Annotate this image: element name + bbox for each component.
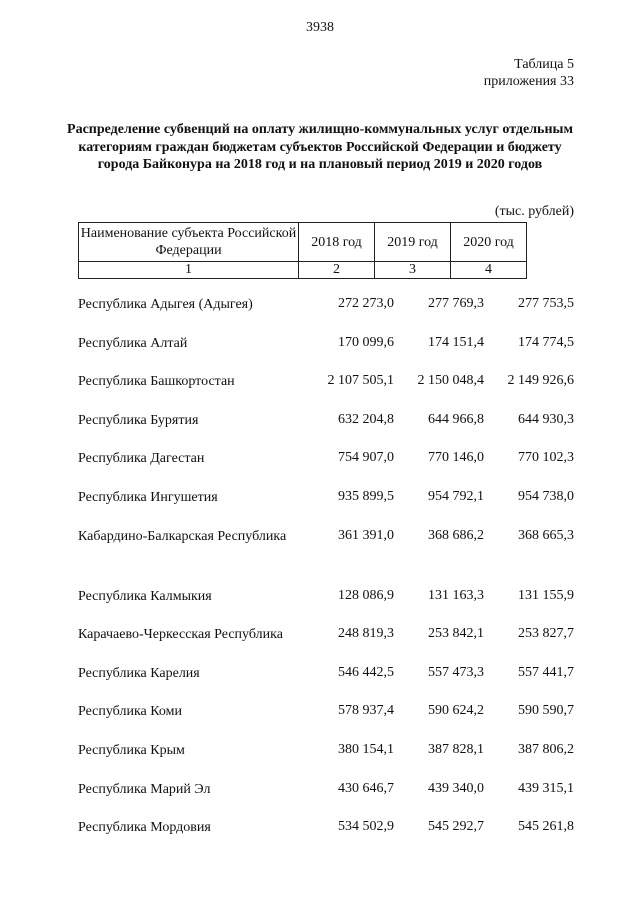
units-label: (тыс. рублей): [494, 204, 574, 219]
region-name: Республика Калмыкия: [78, 588, 212, 604]
table-label: Таблица 5: [514, 57, 574, 72]
table-row: [78, 698, 574, 737]
column-number: 4: [451, 262, 527, 279]
table-header: [78, 222, 527, 279]
table-row: [78, 776, 574, 815]
table-row: [78, 445, 574, 484]
table-row: [78, 484, 574, 523]
value-2018: 272 273,0: [338, 296, 394, 311]
value-2018: 380 154,1: [338, 741, 394, 757]
region-name: Республика Алтай: [78, 335, 188, 351]
value-2019: 174 151,4: [428, 334, 484, 350]
value-2020: 439 315,1: [518, 780, 574, 796]
table-body: [78, 291, 574, 853]
value-2019: 2 150 048,4: [417, 373, 484, 389]
table-row: [78, 737, 574, 776]
value-2020: 545 261,8: [518, 819, 574, 835]
region-name: Республика Коми: [78, 704, 182, 720]
header-2019: 2019 год: [375, 223, 451, 262]
value-2018: 546 442,5: [338, 664, 394, 680]
table-row: [78, 814, 574, 853]
value-2019: 644 966,8: [428, 411, 484, 427]
value-2018: 578 937,4: [338, 703, 394, 719]
value-2018: 361 391,0: [338, 527, 394, 543]
value-2020: 644 930,3: [518, 411, 574, 427]
value-2019: 253 842,1: [428, 626, 484, 642]
value-2019: 770 146,0: [428, 450, 484, 466]
table-row: [78, 621, 574, 660]
region-name: Республика Марий Эл: [78, 781, 211, 797]
value-2018: 632 204,8: [338, 411, 394, 427]
value-2020: 954 738,0: [518, 488, 574, 504]
value-2019: 545 292,7: [428, 819, 484, 835]
column-number-row: [79, 262, 527, 279]
table-row: [78, 407, 574, 446]
appendix-label: приложения 33: [483, 74, 574, 89]
value-2020: 2 149 926,6: [507, 373, 574, 389]
region-name: Республика Мордовия: [78, 820, 211, 836]
column-number: 2: [299, 262, 375, 279]
value-2020: 277 753,5: [518, 296, 574, 311]
table-row: [78, 660, 574, 699]
region-name: Республика Бурятия: [78, 412, 199, 428]
value-2019: 557 473,3: [428, 664, 484, 680]
value-2018: 754 907,0: [338, 450, 394, 466]
value-2020: 368 665,3: [518, 527, 574, 543]
region-name: Республика Башкортостан: [78, 374, 235, 390]
value-2019: 439 340,0: [428, 780, 484, 796]
table-reference: [484, 56, 574, 90]
value-2018: 2 107 505,1: [327, 373, 394, 389]
value-2018: 534 502,9: [338, 819, 394, 835]
value-2019: 131 163,3: [428, 587, 484, 603]
header-name: Наименование субъекта Российской Федерации: [79, 223, 299, 262]
table-row: [78, 368, 574, 407]
value-2020: 131 155,9: [518, 587, 574, 603]
value-2019: 590 624,2: [428, 703, 484, 719]
region-name: Республика Карелия: [78, 665, 200, 681]
table-row: [78, 583, 574, 622]
region-name: Республика Ингушетия: [78, 489, 218, 505]
value-2018: 128 086,9: [338, 587, 394, 603]
value-2020: 174 774,5: [518, 334, 574, 350]
table-row: [78, 291, 574, 330]
value-2020: 590 590,7: [518, 703, 574, 719]
value-2020: 253 827,7: [518, 626, 574, 642]
header-2020: 2020 год: [451, 223, 527, 262]
value-2018: 430 646,7: [338, 780, 394, 796]
column-number: 3: [375, 262, 451, 279]
value-2020: 557 441,7: [518, 664, 574, 680]
value-2019: 387 828,1: [428, 741, 484, 757]
column-number: 1: [79, 262, 299, 279]
value-2019: 277 769,3: [428, 296, 484, 311]
value-2020: 387 806,2: [518, 741, 574, 757]
value-2019: 368 686,2: [428, 527, 484, 543]
value-2018: 935 899,5: [338, 488, 394, 504]
region-name: Республика Крым: [78, 742, 185, 758]
region-name: Республика Адыгея (Адыгея): [78, 297, 253, 312]
region-name: Республика Дагестан: [78, 451, 205, 467]
page-number: 3938: [306, 20, 334, 35]
region-name: Карачаево-Черкесская Республика: [78, 627, 283, 643]
document-title: Распределение субвенций на оплату жилищно-коммунальных услуг отдельным категориям граждан бюджетам субъектов Российской Федерации и бюджету города Байконура на 2018 год и на плановый период 2019 и 2020 годов: [67, 122, 573, 172]
value-2020: 770 102,3: [518, 450, 574, 466]
value-2018: 170 099,6: [338, 334, 394, 350]
table-row: [78, 330, 574, 369]
table-row: [78, 523, 574, 583]
value-2019: 954 792,1: [428, 488, 484, 504]
header-row: [79, 223, 527, 262]
region-name: Кабардино-Балкарская Республика: [78, 528, 287, 544]
value-2018: 248 819,3: [338, 626, 394, 642]
header-2018: 2018 год: [299, 223, 375, 262]
